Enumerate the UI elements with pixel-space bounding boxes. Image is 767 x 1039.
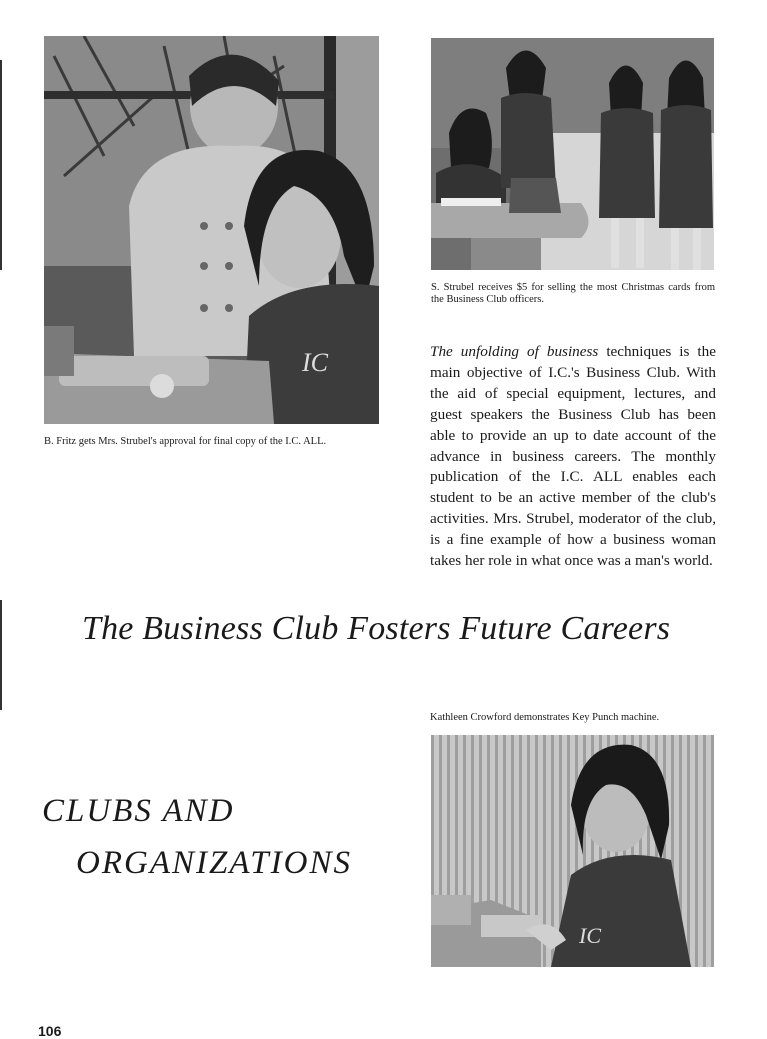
article-text: techniques is the main objective of I.C.'s Business Club. With the aid of special equipment, lectures, and guest speakers the Business Club has been able to provide an up to date account of the advance in business careers. The monthly publication of the I.C. ALL enables each student to be an active member of the club's activities. Mrs. Strubel, moderator of the club, is a fine example of how a business woman takes her role in what once was a man's world. (430, 343, 716, 570)
section-title-line2: ORGANIZATIONS (76, 845, 352, 881)
binding-edge-mark (0, 60, 2, 270)
binding-edge-mark (0, 600, 2, 710)
photo-typewriter-approval (44, 36, 379, 424)
section-title-line1: CLUBS AND (42, 793, 235, 829)
svg-text:IC: IC (579, 923, 601, 948)
photo-caption: Kathleen Crowford demonstrates Key Punch machine. (430, 712, 660, 723)
article-body (430, 342, 716, 572)
photo-caption: S. Strubel receives $5 for selling the most Christmas cards from the Business Club officers. (431, 282, 715, 305)
photo-caption: B. Fritz gets Mrs. Strubel's approval for final copy of the I.C. ALL. (44, 436, 327, 447)
svg-text:IC: IC (302, 348, 328, 377)
article-lead: The unfolding of business (430, 343, 599, 360)
photo-key-punch-machine (431, 735, 714, 967)
page-number: 106 (38, 1023, 62, 1039)
photo-business-club-officers (431, 38, 714, 270)
page-headline: The Business Club Fosters Future Careers (82, 610, 671, 647)
